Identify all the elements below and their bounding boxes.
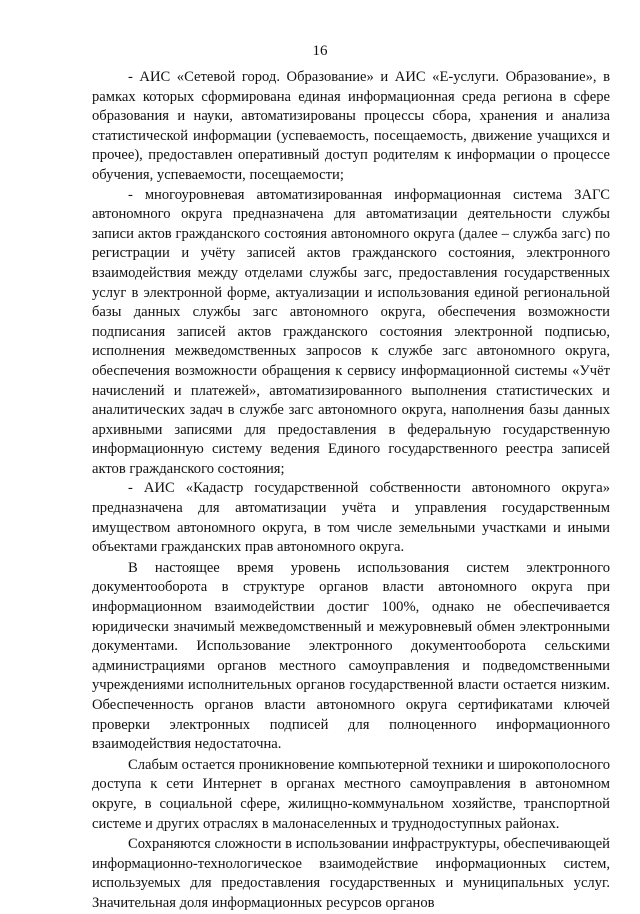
page-number: 16 [312, 43, 328, 59]
paragraph-ais-education: - АИС «Сетевой город. Образование» и АИС «Е-услуги. Образование», в рамках которых сформирована единая информационная среда региона в сфере образования и науки, автоматизированы процессы сбора, хранения и анализа статистической информации (успеваемость, посещаемость, движение учащихся и прочее), предоставлен оперативный доступ родителям к информации о процессе обучения, успеваемости, посещаемости; [92, 69, 610, 183]
paragraph-cadastre-system: - АИС «Кадастр государственной собственности автономного округа» предназначена для автоматизации учёта и управления государственным имуществом автономного округа, в том числе земельными участками и иными объектами гражданских прав автономного округа. [92, 480, 610, 556]
paragraph-zags-system: - многоуровневая автоматизированная информационная система ЗАГС автономного округа предназначена для автоматизации деятельности службы записи актов гражданского состояния автономного округа (далее – служба загс) по регистрации и учёту записей актов гражданского состояния, электронного взаимодействия между отделами службы загс, предоставления государственных услуг в электронной форме, актуализации и использования единой региональной базы данных службы загс автономного округа, обеспечения возможности подписания записей актов гражданского состояния электронной подписью, исполнения межведомственных запросов к службе загс автономного округа, обеспечения возможности обращения к сервису информационной системы «Учёт начислений и платежей», автоматизированного выполнения статистических и аналитических задач в службе загс автономного округа, наполнения базы данных архивными записями для предоставления в федеральную государственную информационную систему ведения Единого государственного реестра записей актов гражданского состояния; [92, 186, 610, 477]
paragraph-infrastructure: Сохраняются сложности в использовании инфраструктуры, обеспечивающей информационно-технологическое взаимодействие информационных систем, используемых для предоставления государственных и муниципальных услуг. Значительная доля информационных ресурсов органов [92, 836, 610, 911]
body-text [92, 68, 610, 914]
paragraph-internet-access: Слабым остается проникновение компьютерной техники и широкополосного доступа к сети Интернет в органах местного самоуправления в автономном округе, в социальной сфере, жилищно-коммунальном хозяйстве, транспортной системе и других отраслях в малонаселенных и труднодоступных районах. [92, 756, 610, 832]
paragraph-document-flow: В настоящее время уровень использования систем электронного документооборота в структуре органов власти автономного округа при информационном взаимодействии достиг 100%, однако не обеспечивается юридически значимый межведомственный и межуровневый обмен электронными документами. Использование электронного документооборота сельскими администрациями органов местного самоуправления и подведомственными учреждениями исполнительных органов государственной власти остается низким. Обеспеченность органов власти автономного округа сертификатами ключей проверки электронных подписей для полноценного информационного взаимодействия недостаточна. [92, 559, 610, 753]
